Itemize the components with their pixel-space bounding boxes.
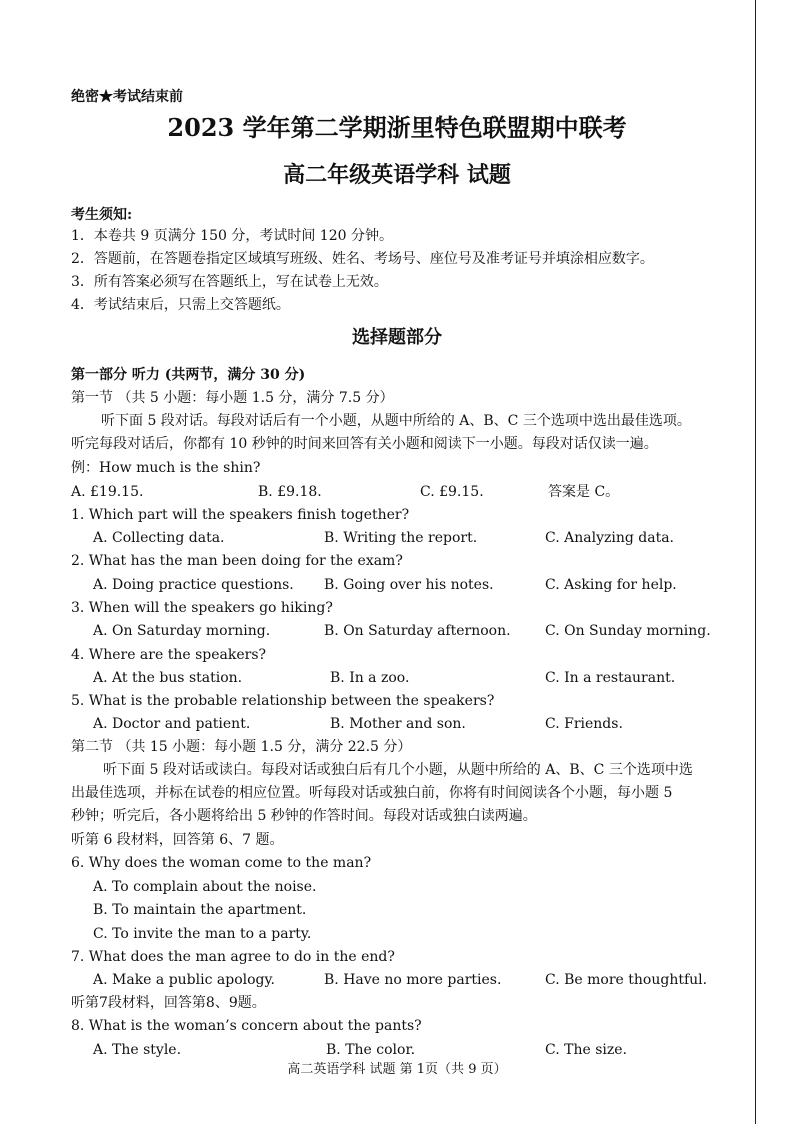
notice-item: 3．所有答案必须写在答题纸上，写在试卷上无效。: [71, 274, 388, 290]
confidential-label: 绝密★考试结束前: [71, 89, 183, 105]
q1-option-a: A. Collecting data.: [93, 530, 225, 546]
section1-instructions: 听下面 5 段对话。每段对话后有一个小题，从题中所给的 A、B、C 三个选项中选出最佳选项。: [101, 413, 691, 429]
notice-item: 1．本卷共 9 页满分 150 分，考试时间 120 分钟。: [71, 228, 393, 244]
q8-option-a: A. The style.: [93, 1042, 182, 1058]
exam-title: 2023 学年第二学期浙里特色联盟期中联考: [167, 113, 627, 142]
question-1: 1. Which part will the speakers finish together?: [71, 507, 410, 523]
q2-option-a: A. Doing practice questions.: [93, 577, 294, 593]
q5-option-c: C. Friends.: [545, 716, 623, 732]
q3-option-b: B. On Saturday afternoon.: [324, 623, 511, 639]
q6-option-a: A. To complain about the noise.: [93, 879, 317, 895]
q7-option-a: A. Make a public apology.: [93, 972, 275, 988]
material-7-label: 听第7段材料，回答第8、9题。: [71, 995, 266, 1011]
section2-heading: 第二节 （共 15 小题：每小题 1.5 分，满分 22.5 分）: [71, 739, 412, 755]
question-6: 6. Why does the woman come to the man?: [71, 855, 372, 871]
q6-option-c: C. To invite the man to a party.: [93, 926, 312, 942]
q5-option-b: B. Mother and son.: [330, 716, 466, 732]
example-option-a: A. £19.15.: [71, 484, 144, 500]
q4-option-b: B. In a zoo.: [330, 670, 410, 686]
question-8: 8. What is the woman’s concern about the pants?: [71, 1018, 422, 1034]
question-5: 5. What is the probable relationship between the speakers?: [71, 693, 495, 709]
q2-option-c: C. Asking for help.: [545, 577, 677, 593]
q1-option-c: C. Analyzing data.: [545, 530, 674, 546]
material-6-label: 听第 6 段材料，回答第 6、7 题。: [71, 832, 284, 848]
question-7: 7. What does the man agree to do in the end?: [71, 949, 395, 965]
q7-option-c: C. Be more thoughtful.: [545, 972, 708, 988]
page-footer: 高二英语学科 试题 第 1页（共 9 页）: [287, 1062, 507, 1077]
q4-option-a: A. At the bus station.: [93, 670, 243, 686]
q8-option-c: C. The size.: [545, 1042, 627, 1058]
q3-option-a: A. On Saturday morning.: [93, 623, 271, 639]
notice-heading: 考生须知:: [71, 207, 133, 223]
example-option-b: B. £9.18.: [258, 484, 322, 500]
question-4: 4. Where are the speakers?: [71, 647, 267, 663]
section-title: 选择题部分: [352, 327, 442, 348]
section2-instructions: 听下面 5 段对话或读白。每段对话或独白后有几个小题，从题中所给的 A、B、C 三个选项中选: [103, 762, 693, 778]
exam-subtitle: 高二年级英语学科 试题: [283, 162, 511, 188]
notice-item: 4．考试结束后，只需上交答题纸。: [71, 297, 290, 313]
notice-item: 2．答题前，在答题卷指定区域填写班级、姓名、考场号、座位号及准考证号并填涂相应数字。: [71, 251, 654, 267]
q5-option-a: A. Doctor and patient.: [93, 716, 251, 732]
question-3: 3. When will the speakers go hiking?: [71, 600, 333, 616]
section2-instructions: 秒钟；听完后，各小题将给出 5 秒钟的作答时间。每段对话或独白读两遍。: [71, 808, 537, 824]
part1-heading: 第一部分 听力 (共两节，满分 30 分): [71, 367, 306, 383]
q6-option-b: B. To maintain the apartment.: [93, 902, 307, 918]
q3-option-c: C. On Sunday morning.: [545, 623, 711, 639]
example-answer: 答案是 C。: [548, 484, 620, 500]
q1-option-b: B. Writing the report.: [324, 530, 478, 546]
section1-instructions: 听完每段对话后，你都有 10 秒钟的时间来回答有关小题和阅读下一小题。每段对话仅读一遍。: [71, 436, 658, 452]
q2-option-b: B. Going over his notes.: [324, 577, 494, 593]
section1-heading: 第一节 （共 5 小题：每小题 1.5 分，满分 7.5 分）: [71, 390, 394, 406]
example-question: 例：How much is the shin?: [71, 460, 261, 476]
q8-option-b: B. The color.: [326, 1042, 416, 1058]
example-option-c: C. £9.15.: [420, 484, 484, 500]
question-2: 2. What has the man been doing for the exam?: [71, 553, 403, 569]
q7-option-b: B. Have no more parties.: [324, 972, 502, 988]
q4-option-c: C. In a restaurant.: [545, 670, 676, 686]
section2-instructions: 出最佳选项，并标在试卷的相应位置。听每段对话或独白前，你将有时间阅读各个小题，每小题 5: [71, 785, 673, 801]
